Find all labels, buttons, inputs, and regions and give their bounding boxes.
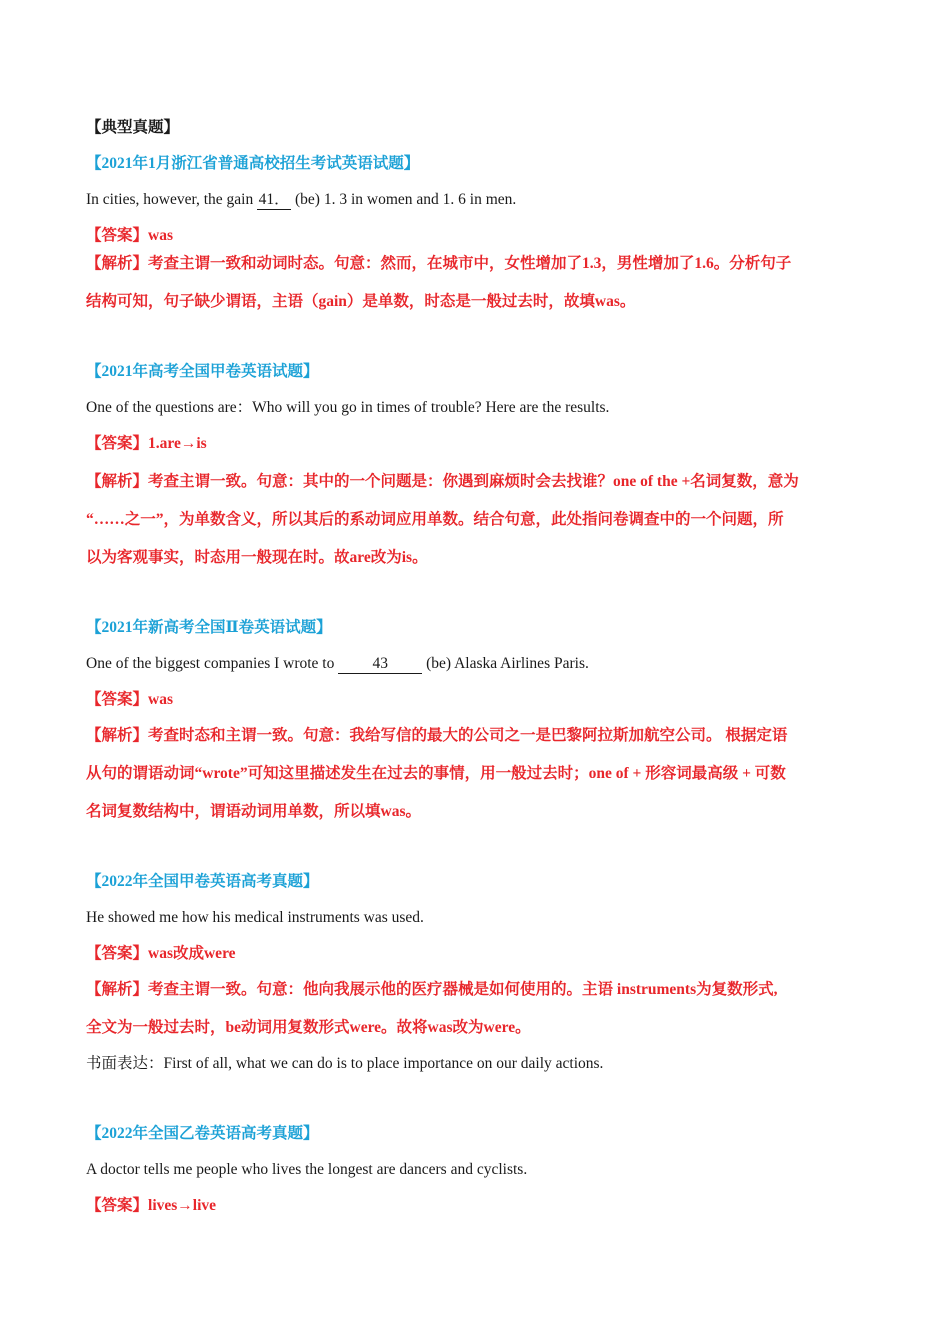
analysis-line [86, 254, 876, 274]
analysis-text-2: 全文为一般过去时，be动词用复数形式were。故将was改为were。 [86, 1019, 531, 1036]
analysis-label: 【解析】 [86, 255, 149, 272]
answer-label: 【答案】 [86, 435, 149, 452]
answer-line [86, 944, 876, 964]
answer-label: 【答案】 [86, 691, 149, 708]
answer-value: was [148, 227, 173, 244]
analysis-label: 【解析】 [86, 981, 149, 998]
question-item-3 [86, 618, 876, 822]
question-text: One of the questions are：Who will you go in times of trouble? Here are the results. [86, 399, 610, 416]
answer-line [86, 434, 876, 454]
section-title: 【典型真题】 [86, 119, 180, 136]
question-text: He showed me how his medical instruments was used. [86, 909, 424, 926]
question-item-5 [86, 1124, 876, 1216]
answer-label: 【答案】 [86, 227, 149, 244]
answer-value: was [148, 691, 173, 708]
analysis-text-2: “……之一”，为单数含义，所以其后的系动词应用单数。结合句意，此处指问卷调查中的一个问题，所 [86, 511, 784, 528]
answer-label: 【答案】 [86, 945, 149, 962]
question-source: 【2022年全国甲卷英语高考真题】 [86, 873, 319, 890]
document-page [86, 112, 876, 1216]
analysis-label: 【解析】 [86, 473, 149, 490]
answer-value: was改成were [148, 945, 236, 962]
question-text-post: (be) 1. 3 in women and 1. 6 in men. [291, 191, 517, 208]
analysis-text-1: 考查主谓一致。句意：其中的一个问题是：你遇到麻烦时会去找谁？one of the +名词复数，意为 [148, 473, 799, 490]
answer-line [86, 690, 876, 710]
question-text [86, 654, 876, 674]
question-text-pre: One of the biggest companies I wrote to [86, 655, 339, 672]
question-source: 【2021年高考全国甲卷英语试题】 [86, 363, 319, 380]
question-source: 【2021年新高考全国Ⅱ卷英语试题】 [86, 619, 332, 636]
analysis-line [86, 472, 876, 492]
analysis-line [86, 726, 876, 746]
analysis-text-1: 考查时态和主谓一致。句意：我给写信的最大的公司之一是巴黎阿拉斯加航空公司。 根据定语 [148, 727, 788, 744]
analysis-text-2: 结构可知，句子缺少谓语，主语（gain）是单数，时态是一般过去时，故填was。 [86, 293, 636, 310]
expression-text: First of all, what we can do is to place importance on our daily actions. [163, 1055, 604, 1072]
written-expression [86, 1054, 876, 1074]
analysis-text-1: 考查主谓一致。句意：他向我展示他的医疗器械是如何使用的。主语 instruments为复数形式, [148, 981, 778, 998]
question-text: A doctor tells me people who lives the longest are dancers and cyclists. [86, 1161, 528, 1178]
question-blank: 43 [338, 655, 422, 674]
question-item-2 [86, 362, 876, 568]
answer-line [86, 226, 876, 246]
question-item-4 [86, 872, 876, 1074]
answer-value: 1.are→is [148, 435, 207, 452]
question-blank: 41． [258, 191, 290, 208]
question-text-pre: In cities, however, the gain [86, 191, 258, 208]
question-text [86, 190, 876, 210]
answer-label: 【答案】 [86, 1197, 149, 1214]
analysis-text-3: 名词复数结构中，谓语动词用单数，所以填was。 [86, 803, 421, 820]
question-source: 【2022年全国乙卷英语高考真题】 [86, 1125, 319, 1142]
question-text-post: (be) Alaska Airlines Paris. [422, 655, 589, 672]
analysis-text-1: 考查主谓一致和动词时态。句意：然而，在城市中，女性增加了1.3，男性增加了1.6。分析句子 [148, 255, 792, 272]
analysis-label: 【解析】 [86, 727, 149, 744]
question-source: 【2021年1月浙江省普通高校招生考试英语试题】 [86, 155, 420, 172]
answer-value: lives→live [148, 1197, 217, 1214]
analysis-line [86, 980, 876, 1000]
expression-label: 书面表达： [86, 1055, 164, 1072]
analysis-text-2: 从句的谓语动词“wrote”可知这里描述发生在过去的事情，用一般过去时；one of + 形容词最高级 + 可数 [86, 765, 786, 782]
analysis-text-3: 以为客观事实，时态用一般现在时。故are改为is。 [86, 549, 428, 566]
answer-line [86, 1196, 876, 1216]
question-item-1 [86, 154, 876, 312]
